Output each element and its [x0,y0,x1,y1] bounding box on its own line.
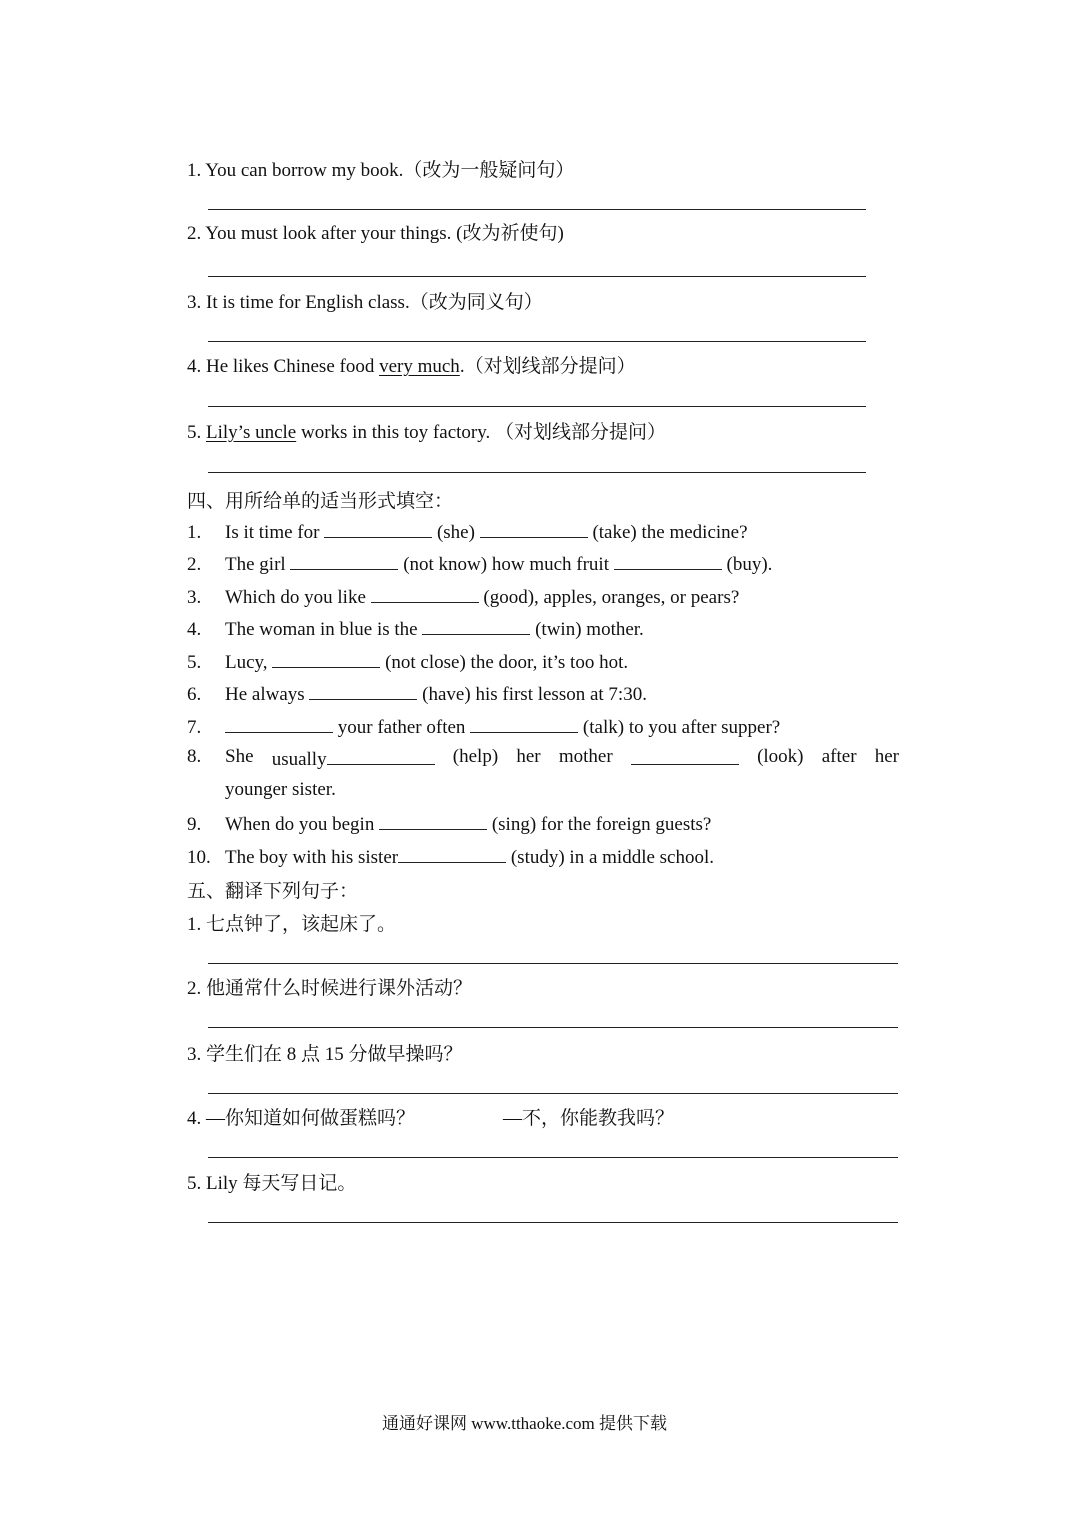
section4-item [187,616,644,641]
answer-line [208,472,866,473]
translate-q4-reply: —不，你能教我吗？ [503,1108,675,1129]
item-number: 10. [187,847,211,868]
fill-blank [631,746,739,765]
item-word: her [516,746,541,767]
translate-q5: 5. Lily 每天写日记。 [187,1173,357,1194]
item-text: (she) [432,522,480,543]
item-number: 9. [187,814,202,835]
rewrite-q5-pre: 5. [187,422,206,443]
item-text: (take) the medicine? [587,522,748,543]
rewrite-q3: 3. It is time for English class.（改为同义句） [187,292,543,313]
translate-q2: 2. 他通常什么时候进行课外活动？ [187,978,473,999]
item-text: (talk) to you after supper? [578,717,781,738]
section4-item [187,714,780,739]
item-word-group [272,746,435,771]
section4-item [187,844,714,869]
fill-blank [327,746,435,765]
item-word: (help) [452,746,499,767]
item-continuation: younger sister. [225,779,336,800]
section4-heading: 四、用所给单的适当形式填空： [187,491,454,512]
section4-item [187,811,711,836]
item-justified-line [225,746,899,771]
item-text: The boy with his sister [225,847,399,868]
rewrite-q5-post: works in this toy factory. （对划线部分提问） [296,422,667,443]
rewrite-q2: 2. You must look after your things. (改为祈使句) [187,223,564,244]
translate-q3: 3. 学生们在 8 点 15 分做早操吗？ [187,1044,463,1065]
rewrite-q5 [187,417,666,444]
translate-q1: 1. 七点钟了，该起床了。 [187,914,397,935]
item-word: mother [558,746,613,767]
item-text: (twin) mother. [530,619,644,640]
answer-line [208,1157,898,1158]
fill-blank [480,519,588,538]
item-number: 4. [187,619,202,640]
fill-blank [614,551,722,570]
rewrite-q4-post: .（对划线部分提问） [459,356,636,377]
rewrite-q4 [187,351,636,378]
item-number: 5. [187,652,202,673]
rewrite-q5-underlined: Lily’s uncle [206,422,297,443]
fill-blank [398,844,506,863]
item-text: Lucy, [225,652,273,673]
answer-line [208,1222,898,1223]
fill-blank [272,649,380,668]
item-text: (not know) how much fruit [398,554,614,575]
section4-item [187,551,772,576]
item-number: 8. [187,746,202,767]
item-text: (good), apples, oranges, or pears? [478,587,740,608]
answer-line [208,276,866,277]
item-word: after [821,746,857,767]
answer-line [208,209,866,210]
item-text: (sing) for the foreign guests? [487,814,712,835]
section5-heading: 五、翻译下列句子： [187,881,359,902]
rewrite-q4-pre: 4. He likes Chinese food [187,356,380,377]
translate-q4: 4. —你知道如何做蛋糕吗？ [187,1108,416,1129]
item-text: Is it time for [225,522,325,543]
item-text: The girl [225,554,291,575]
item-text: (have) his first lesson at 7:30. [417,684,647,705]
item-text: (buy). [721,554,773,575]
item-number: 6. [187,684,202,705]
section4-item [187,584,739,609]
item-text: Which do you like [225,587,371,608]
item-number: 7. [187,717,202,738]
section4-item [187,681,647,706]
item-number: 2. [187,554,202,575]
section4-item [187,746,899,771]
fill-blank [379,811,487,830]
fill-blank [290,551,398,570]
answer-line [208,963,898,964]
item-text: The woman in blue is the [225,619,423,640]
item-text: When do you begin [225,814,380,835]
item-number: 3. [187,587,202,608]
answer-line [208,1093,898,1094]
fill-blank [470,714,578,733]
answer-line [208,1027,898,1028]
item-text: (study) in a middle school. [506,847,715,868]
rewrite-q4-underlined: very much [379,356,460,377]
answer-line [208,406,866,407]
item-text: your father often [333,717,471,738]
fill-blank [324,519,432,538]
fill-blank [309,681,417,700]
rewrite-q1: 1. You can borrow my book.（改为一般疑问句） [187,160,575,181]
item-word: her [874,746,899,767]
fill-blank [371,584,479,603]
item-text: He always [225,684,310,705]
item-word: usually [271,749,327,770]
page-footer: 通通好课网 www.tthaoke.com 提供下载 [382,1414,668,1433]
fill-blank [225,714,333,733]
answer-line [208,341,866,342]
section4-item [187,519,748,544]
fill-blank [422,616,530,635]
section4-item [187,649,628,674]
item-word: She [225,746,254,767]
item-number: 1. [187,522,202,543]
item-text: (not close) the door, it’s too hot. [380,652,629,673]
item-word: (look) [757,746,804,767]
